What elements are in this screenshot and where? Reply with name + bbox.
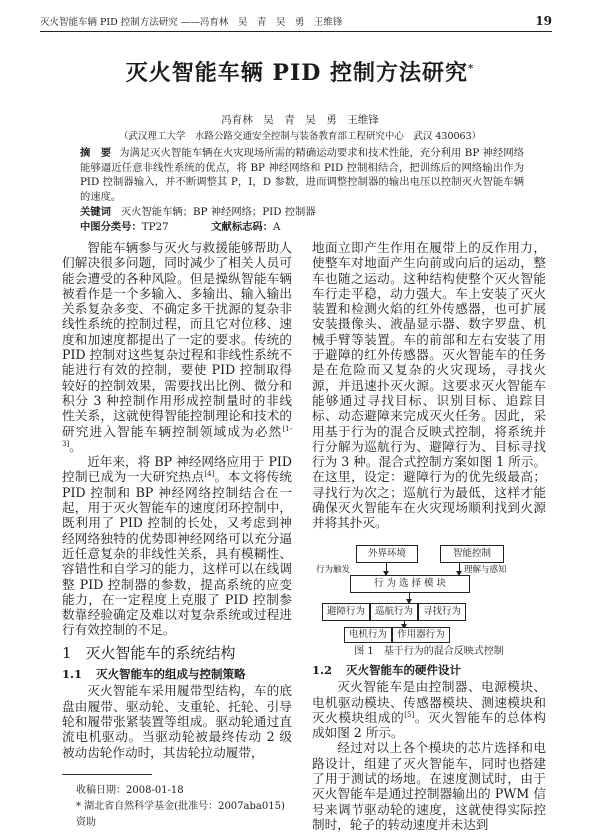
box-search-behavior: 寻找行为 xyxy=(418,603,466,621)
title-footnote-mark: * xyxy=(468,63,475,75)
section-title: 灭火智能车的系统结构 xyxy=(85,643,236,662)
intro-p2-text-b: 。本文将传统 PID 控制和 BP 神经网络控制结合在一起，用于灭火智能车的速度闭环控制中，既利用了 PID 控制的长处，又考虑到神经网络独特的优势即神经网络可以充分逼近任意复杂的非线性关系，具有模糊性、容错性和自学习的能力，这样可以在线调整 PID 控制器的参数，提高系统的应变能力，在一定程度上克服了 PID 控制参数靠经验确定及难以对复杂系统或过程进行有效控制的不足。 xyxy=(62,469,293,638)
section-1-2-paragraph-1 xyxy=(312,679,546,740)
section-number: 1.2 xyxy=(312,662,333,677)
section-1-1-paragraph: 灭火智能车采用履带型结构，车的底盘由履带、驱动轮、支重轮、托轮、引导轮和履带张紧装置等组成。驱动轮通过直流电机驱动。当驱动轮被最终传动 2 级被动齿轮作动时，其齿轮拉动履带， xyxy=(62,683,292,760)
section-number: 1 xyxy=(62,643,72,662)
box-avoid-behavior: 避障行为 xyxy=(322,603,370,621)
page-number: 19 xyxy=(535,14,552,28)
box-behavior-selection: 行 为 选 择 模 块 xyxy=(350,575,470,593)
running-header-text: 灭火智能车辆 PID 控制方法研究 ——冯育林 吴 青 吴 勇 王维锋 xyxy=(40,17,343,28)
intro-p1-end: 。 xyxy=(69,438,82,454)
box-environment: 外界环境 xyxy=(356,545,418,563)
section-1-1-paragraph-continued: 地面立即产生作用在履带上的反作用力，使整车对地面产生向前或向后的运动，整车也随之运动。这种结构使整个灭火智能车行走平稳，动力强大。车上安装了灭火装置和检测火焰的红外传感器，也可扩展安装摄像头、液晶显示器、数字罗盘、机械手臂等装置。车的前部和左右安装了用于避障的红外传感器。灭火智能车的任务是在危险而又复杂的火灾现场，寻找火源，并迅速扑灭火源。这要求灭火智能车能够通过寻找目标、识别目标、追踪目标、动态避障来完成灭火任务。因此，采用基于行为的混合反映式控制，将系统并行分解为巡航行为、避障行为、目标寻找行为 3 种。混合式控制方案如图 1 所示。在这里，设定：避障行为的优先级最高；寻找行为次之；巡航行为最低，这样才能确保灭火智能车在火灾现场顺利找到火源并将其扑灭。 xyxy=(312,240,546,531)
classification xyxy=(80,220,524,235)
running-header xyxy=(40,14,552,32)
section-1-1-heading xyxy=(62,667,292,682)
section-1-heading xyxy=(62,643,292,662)
figure-1 xyxy=(312,537,546,642)
label-trigger: 行为触发 xyxy=(316,564,351,575)
front-matter xyxy=(80,146,524,234)
paper-title xyxy=(0,56,600,87)
arrow xyxy=(459,563,460,575)
citation: [1-3] xyxy=(62,424,292,448)
section-title: 灭火智能车的组成与控制策略 xyxy=(96,667,246,682)
arrow xyxy=(386,563,387,575)
section-1-2-paragraph-2: 经过对以上各个模块的芯片选择和电路设计，组建了灭火智能车，同时也搭建了用于测试的场地。在速度测试时，由于灭火智能车是通过控制器输出的 PWM 信号来调节驱动轮的速度，这就使得实际控制时，轮子的转动速度并未达到 xyxy=(312,740,546,832)
clc-label: 中图分类号： xyxy=(80,220,142,233)
clc-value: TP27 xyxy=(141,220,169,233)
section-number: 1.1 xyxy=(62,667,83,682)
intro-p1-text: 智能车辆参与灭火与救援能够帮助人们解决很多问题，同时减少了相关人员可能会遭受的各种风险。但是操纵智能车辆被看作是一个多输入、多输出、输入输出关系复杂多变、不确定多干扰源的复杂非线性系统的控制过程，而且它对位移、速度和加速度都提出了一定的要求。传统的 PID 控制对这些复杂过程和非线性系统不能进行有效的控制，要使 PID 控制取得较好的控制效果，需要找出比例、微分和积分 3 种控制作用形成控制量时的非线性关系，这就使得智能控制理论和技术的研究进入智能车辆控制领域成为必然 xyxy=(62,240,292,439)
abstract xyxy=(80,146,524,204)
citation: [5] xyxy=(404,710,415,719)
page-body xyxy=(0,146,600,832)
keywords xyxy=(80,205,524,220)
footnote-rule xyxy=(62,774,152,775)
box-motor-behavior: 电机行为 xyxy=(344,627,392,643)
left-column xyxy=(62,240,292,832)
doc-code-label: 文献标志码： xyxy=(211,220,274,233)
abstract-text: 为满足灭火智能车辆在火灾现场所需的精确运动要求和技术性能，充分利用 BP 神经网络能够逼近任意非线性系统的优点，将 BP 神经网络和 PID 控制相结合，把训练后的网络输出作为 PID 控制器输入，并不断调整其 P，I，D 参数，进而调整控制器的输出电压以控制灭火智能车辆的速度。 xyxy=(80,147,525,203)
figure-1-caption: 图 1 基于行为的混合反映式控制 xyxy=(354,645,504,657)
keywords-text: 灭火智能车辆；BP 神经网络；PID 控制器 xyxy=(120,206,316,218)
citation: [4] xyxy=(204,470,215,479)
box-cruise-behavior: 巡航行为 xyxy=(370,603,418,621)
s12-p1-text-a: 灭火智能车是由控制器、电源模块、电机驱动模块、传感器模块、测速模块和灭火模块组成的 xyxy=(312,679,546,725)
s12-p1-text-b: 。灭火智能车的总体构成如图 2 所示。 xyxy=(312,709,547,741)
affiliation: （武汉理工大学 水路公路交通安全控制与装备教育部工程研究中心 武汉 430063） xyxy=(118,131,482,142)
right-column xyxy=(312,240,546,832)
footnote-fund: * 湖北省自然科学基金(批准号：2007aba015)资助 xyxy=(76,800,285,828)
intro-paragraph-1 xyxy=(62,240,292,454)
intro-p2-text-a: 近年来，将 BP 神经网络应用于 PID 控制已成为一大研究热点 xyxy=(62,454,292,485)
title-text: 灭火智能车辆 PID 控制方法研究 xyxy=(125,60,468,86)
doc-code-value: A xyxy=(273,220,281,233)
arrow xyxy=(409,593,410,603)
section-title: 灭火智能车的硬件设计 xyxy=(346,662,462,677)
abstract-label: 摘 要 xyxy=(80,147,112,159)
box-actuator-behavior: 作用器行为 xyxy=(392,627,450,643)
intro-paragraph-2 xyxy=(62,454,292,638)
footnote-received: 收稿日期：2008-01-18 xyxy=(76,784,184,796)
keywords-label: 关键词 xyxy=(80,206,111,218)
section-1-2-heading xyxy=(312,663,546,678)
box-intelligent-control: 智能控制 xyxy=(440,545,504,563)
authors: 冯育林 吴 青 吴 勇 王维锋 xyxy=(221,114,379,126)
body-columns xyxy=(0,240,600,832)
label-perceive: 理解与感知 xyxy=(464,564,507,575)
